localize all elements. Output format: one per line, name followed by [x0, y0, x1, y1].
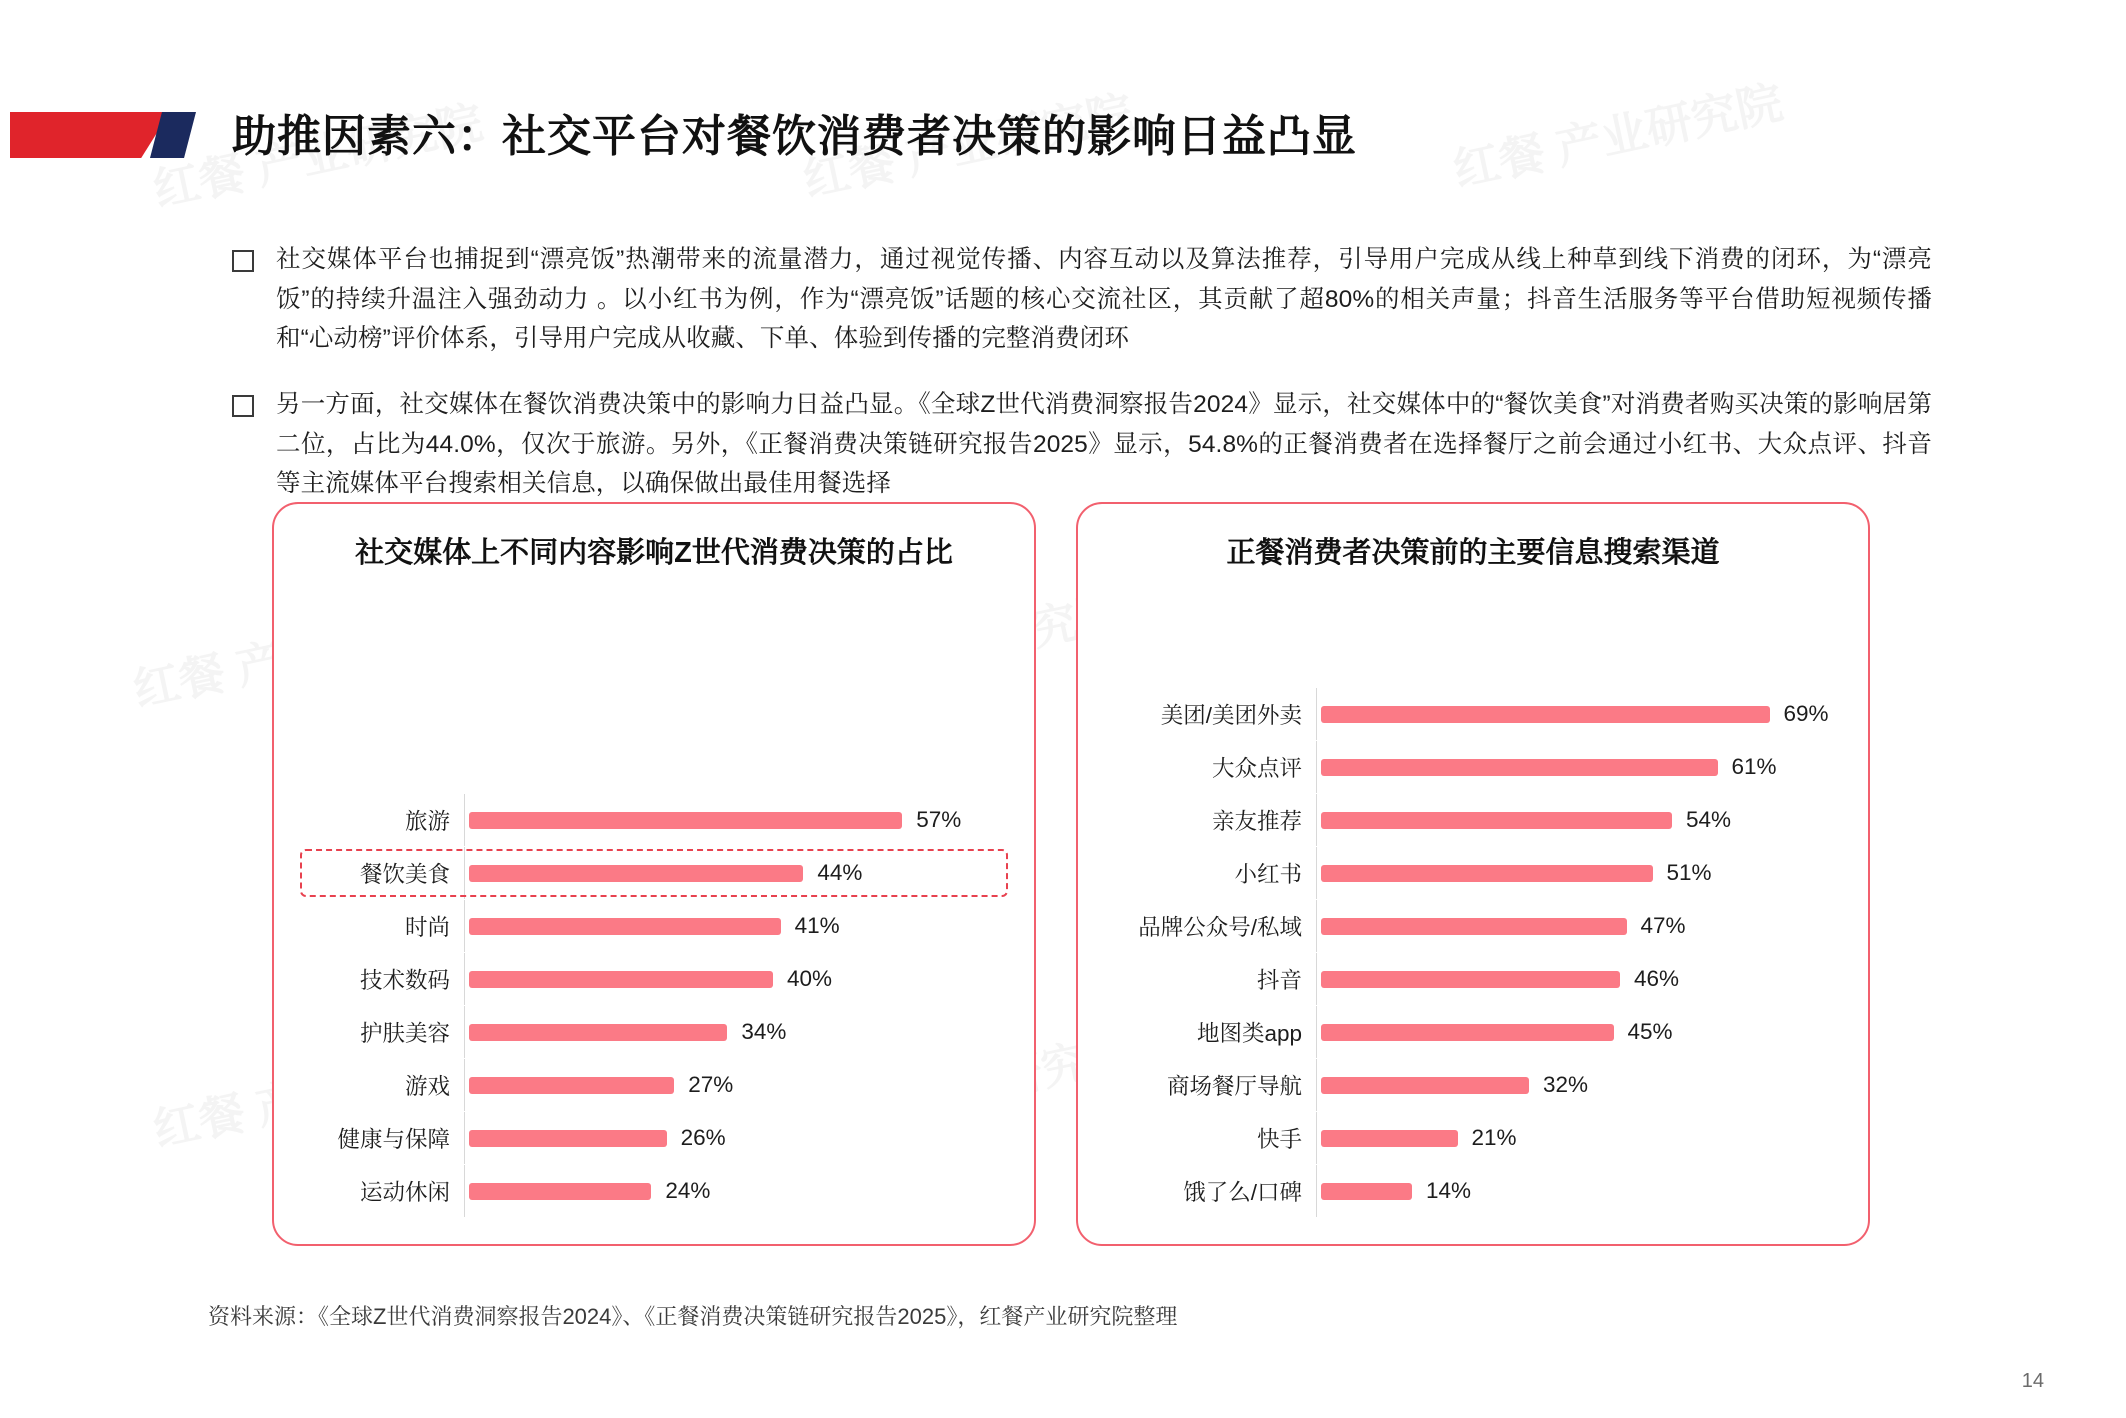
- bar-track: [464, 1112, 1008, 1164]
- bar-value-label: 40%: [787, 966, 833, 991]
- bar-value-label: 69%: [1783, 701, 1829, 726]
- category-label: 游戏: [404, 1074, 450, 1099]
- chart-card-channels: [1076, 502, 1870, 1246]
- chart-card-zgen: [272, 502, 1036, 1246]
- bar-value-label: 32%: [1543, 1072, 1589, 1097]
- category-label: 品牌公众号/私域: [1138, 915, 1302, 940]
- category-label: 大众点评: [1211, 756, 1302, 781]
- bar-track: [1316, 688, 1842, 740]
- category-label: 护肤美容: [359, 1021, 450, 1046]
- bar: [1321, 1077, 1529, 1094]
- chart-row: [1104, 741, 1842, 793]
- bar: [1321, 1183, 1412, 1200]
- category-label: 旅游: [404, 809, 450, 834]
- bar-value-label: 41%: [794, 913, 840, 938]
- bullet-text: 社交媒体平台也捕捉到“漂亮饭”热潮带来的流量潜力，通过视觉传播、内容互动以及算法推荐，引导用户完成从线上种草到线下消费的闭环，为“漂亮饭”的持续升温注入强劲动力 。以小红书为例，作为“漂亮饭”话题的核心交流社区，其贡献了超80%的相关声量；抖音生活服务等平台借助短视频传播和“心动榜”评价体系，引导用户完成从收藏、下单、体验到传播的完整消费闭环: [276, 246, 1932, 353]
- bar-track: [464, 847, 1008, 899]
- bar: [469, 1077, 674, 1094]
- header-accent-bar: [10, 112, 196, 158]
- chart-title: 社交媒体上不同内容影响Z世代消费决策的占比: [355, 537, 953, 569]
- bar-value-label: 44%: [817, 860, 863, 885]
- chart-row: [300, 1059, 1008, 1111]
- charts-container: [272, 502, 1872, 1246]
- chart-row: [300, 794, 1008, 846]
- bar-value-label: 61%: [1731, 754, 1777, 779]
- category-label: 健康与保障: [337, 1127, 450, 1152]
- page-header: [0, 96, 2126, 168]
- chart-row: [300, 1006, 1008, 1058]
- bar: [469, 918, 781, 935]
- bar-value-label: 24%: [665, 1178, 711, 1203]
- category-label: 饿了么/口碑: [1183, 1180, 1302, 1205]
- bar-track: [1316, 794, 1842, 846]
- bar-value-label: 26%: [680, 1125, 726, 1150]
- category-label: 餐饮美食: [359, 862, 450, 887]
- bar: [1321, 706, 1770, 723]
- bar-track: [464, 900, 1008, 952]
- bar-track: [1316, 1165, 1842, 1217]
- bar-value-label: 57%: [916, 807, 962, 832]
- category-label: 美团/美团外卖: [1160, 703, 1302, 728]
- bar: [469, 971, 773, 988]
- page-number: 14: [2021, 1370, 2044, 1392]
- bullet-square-icon: [232, 250, 254, 272]
- bar-track: [1316, 1006, 1842, 1058]
- bar-value-label: 14%: [1426, 1178, 1472, 1203]
- chart-row: [300, 847, 1008, 899]
- bar-value-label: 27%: [688, 1072, 734, 1097]
- category-label: 抖音: [1256, 968, 1302, 993]
- bar-value-label: 54%: [1686, 807, 1732, 832]
- list-item: [232, 385, 1932, 504]
- bar-track: [1316, 1112, 1842, 1164]
- bar: [469, 865, 803, 882]
- bar: [469, 1183, 651, 1200]
- chart-row: [300, 953, 1008, 1005]
- bullet-list: [232, 240, 1932, 530]
- bar-track: [464, 1059, 1008, 1111]
- bullet-square-icon: [232, 395, 254, 417]
- chart-row: [1104, 953, 1842, 1005]
- accent-red-shape: [10, 112, 170, 158]
- category-label: 时尚: [404, 915, 450, 940]
- bar-track: [1316, 741, 1842, 793]
- chart-row: [1104, 1112, 1842, 1164]
- chart-row: [1104, 847, 1842, 899]
- bar: [1321, 759, 1718, 776]
- chart-row: [1104, 900, 1842, 952]
- bar-value-label: 47%: [1640, 913, 1686, 938]
- bar: [1321, 812, 1672, 829]
- bar-track: [1316, 953, 1842, 1005]
- bar-track: [464, 953, 1008, 1005]
- bar: [469, 1024, 727, 1041]
- bar-track: [1316, 1059, 1842, 1111]
- chart-title: 正餐消费者决策前的主要信息搜索渠道: [1226, 537, 1720, 569]
- bar-value-label: 51%: [1666, 860, 1712, 885]
- category-label: 小红书: [1234, 862, 1302, 887]
- bar: [1321, 865, 1653, 882]
- bar-value-label: 21%: [1471, 1125, 1517, 1150]
- bar-track: [1316, 847, 1842, 899]
- chart-row: [300, 1165, 1008, 1217]
- category-label: 快手: [1256, 1127, 1302, 1152]
- bar-chart-zgen: [274, 794, 1034, 1218]
- bar: [469, 1130, 667, 1147]
- chart-row: [300, 1112, 1008, 1164]
- bar: [1321, 1130, 1458, 1147]
- source-note: 资料来源：《全球Z世代消费洞察报告2024》、《正餐消费决策链研究报告2025》，红餐产业研究院整理: [208, 1304, 1178, 1329]
- chart-row: [300, 900, 1008, 952]
- bar-value-label: 34%: [741, 1019, 787, 1044]
- bar-chart-channels: [1078, 688, 1868, 1218]
- chart-row: [1104, 794, 1842, 846]
- category-label: 亲友推荐: [1211, 809, 1302, 834]
- bullet-text: 另一方面，社交媒体在餐饮消费决策中的影响力日益凸显。《全球Z世代消费洞察报告2024》显示，社交媒体中的“餐饮美食”对消费者购买决策的影响居第二位，占比为44.0%，仅次于旅游。另外，《正餐消费决策链研究报告2025》显示，54.8%的正餐消费者在选择餐厅之前会通过小红书、大众点评、抖音等主流媒体平台搜索相关信息，以确保做出最佳用餐选择: [276, 391, 1932, 498]
- list-item: [232, 240, 1932, 359]
- bar: [1321, 918, 1627, 935]
- chart-row: [1104, 688, 1842, 740]
- bar-track: [464, 1006, 1008, 1058]
- category-label: 技术数码: [359, 968, 450, 993]
- chart-row: [1104, 1059, 1842, 1111]
- category-label: 商场餐厅导航: [1166, 1074, 1302, 1099]
- bar-track: [464, 1165, 1008, 1217]
- chart-row: [1104, 1165, 1842, 1217]
- bar-value-label: 46%: [1634, 966, 1680, 991]
- category-label: 地图类app: [1196, 1021, 1302, 1046]
- bar-track: [464, 794, 1008, 846]
- bar: [1321, 971, 1620, 988]
- bar: [1321, 1024, 1614, 1041]
- bar: [469, 812, 902, 829]
- chart-row: [1104, 1006, 1842, 1058]
- page-title: 助推因素六：社交平台对餐饮消费者决策的影响日益凸显: [232, 112, 1357, 161]
- bar-value-label: 45%: [1627, 1019, 1673, 1044]
- bar-track: [1316, 900, 1842, 952]
- category-label: 运动休闲: [359, 1180, 450, 1205]
